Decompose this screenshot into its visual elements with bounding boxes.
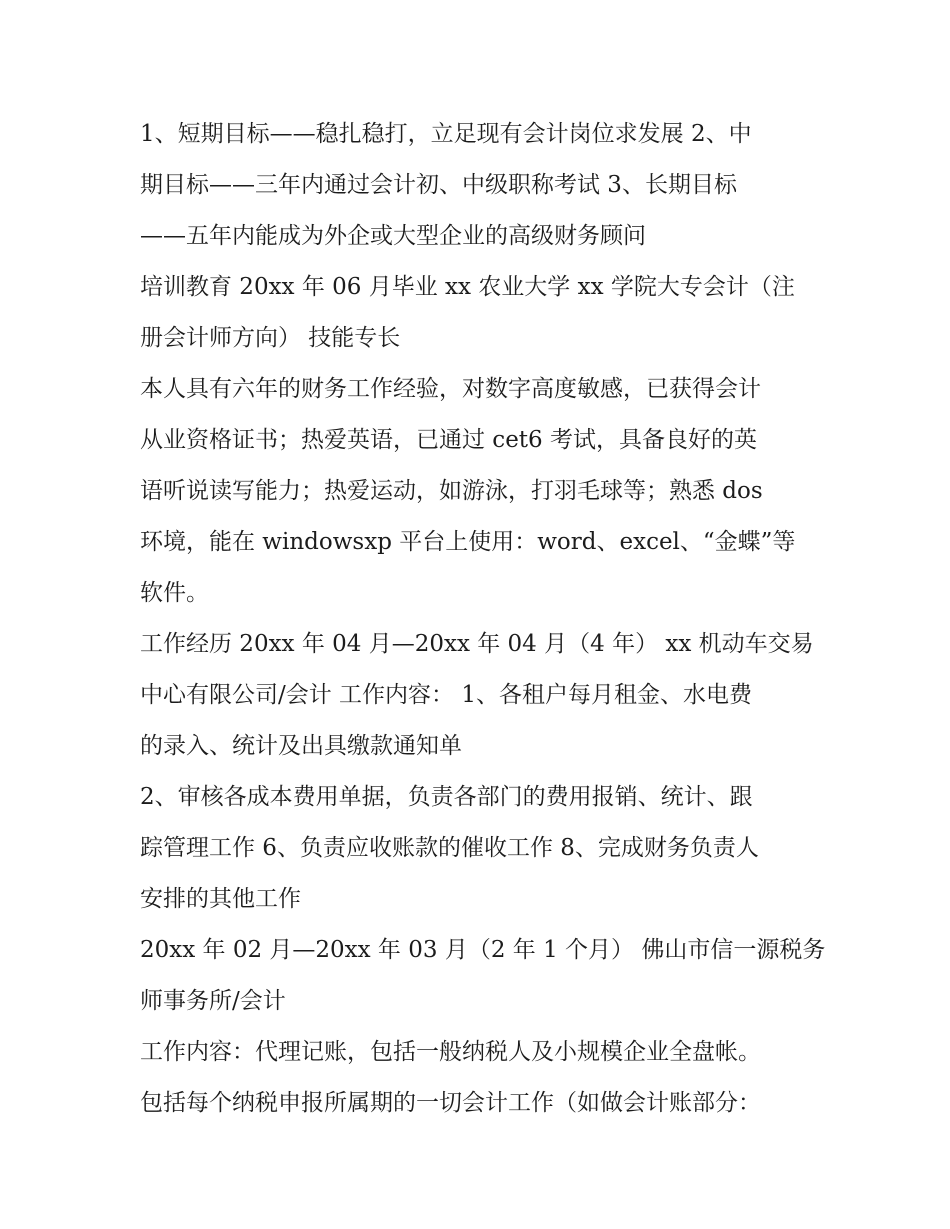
text-line: 工作经历 20xx 年 04 月—20xx 年 04 月（4 年） xx 机动车交易 bbox=[140, 631, 814, 657]
text-line: 期目标——三年内通过会计初、中级职称考试 3、长期目标 bbox=[140, 172, 737, 198]
text-line: 包括每个纳税申报所属期的一切会计工作（如做会计账部分： bbox=[140, 1090, 761, 1116]
text-line: 踪管理工作 6、负责应收账款的催收工作 8、完成财务负责人 bbox=[140, 835, 759, 861]
text-line: 工作内容：代理记账，包括一般纳税人及小规模企业全盘帐。 bbox=[140, 1039, 761, 1065]
text-line: 中心有限公司/会计 工作内容： 1、各租户每月租金、水电费 bbox=[140, 682, 753, 708]
text-line: 从业资格证书；热爱英语，已通过 cet6 考试，具备良好的英 bbox=[140, 427, 757, 453]
text-line: 本人具有六年的财务工作经验，对数字高度敏感，已获得会计 bbox=[140, 376, 761, 402]
text-line: 语听说读写能力；热爱运动，如游泳，打羽毛球等；熟悉 dos bbox=[140, 478, 763, 504]
document-body bbox=[140, 109, 826, 1129]
text-line: 培训教育 20xx 年 06 月毕业 xx 农业大学 xx 学院大专会计（注 bbox=[140, 274, 795, 300]
text-line: 2、审核各成本费用单据，负责各部门的费用报销、统计、跟 bbox=[140, 784, 753, 810]
text-line: 册会计师方向） 技能专长 bbox=[140, 325, 401, 351]
text-line: 的录入、统计及出具缴款通知单 bbox=[140, 733, 462, 759]
text-line: 环境，能在 windowsxp 平台上使用：word、excel、“金蝶”等 bbox=[140, 529, 796, 555]
text-line: ——五年内能成为外企或大型企业的高级财务顾问 bbox=[140, 223, 646, 249]
text-line: 软件。 bbox=[140, 580, 209, 606]
text-line: 20xx 年 02 月—20xx 年 03 月（2 年 1 个月） 佛山市信一源税务 bbox=[140, 937, 826, 963]
text-line: 1、短期目标——稳扎稳打，立足现有会计岗位求发展 2、中 bbox=[140, 121, 752, 147]
text-line: 安排的其他工作 bbox=[140, 886, 301, 912]
text-line: 师事务所/会计 bbox=[140, 988, 286, 1014]
